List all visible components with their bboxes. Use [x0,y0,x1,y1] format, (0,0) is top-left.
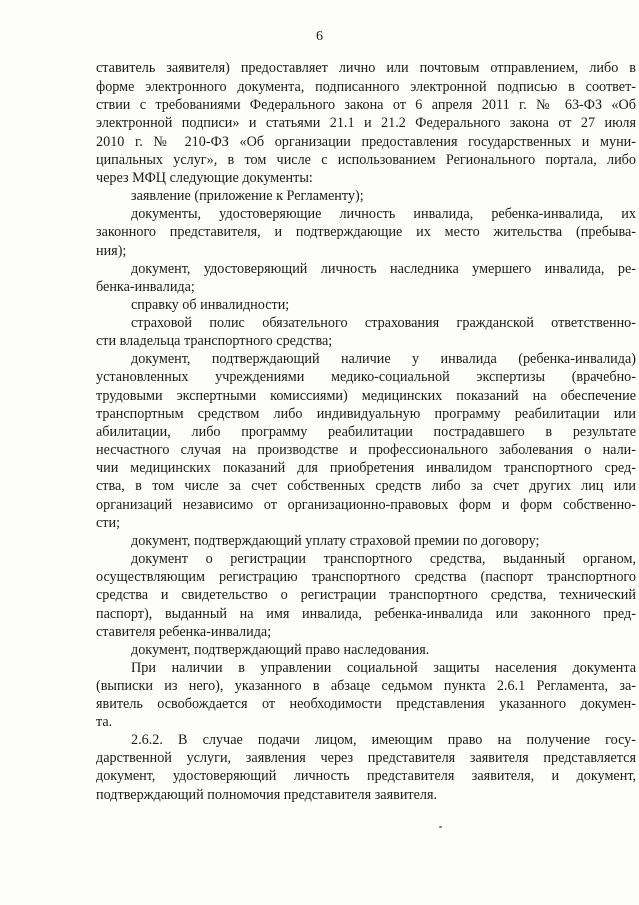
text-line: документы, удостоверяющие личность инвалида, ребенка-инвалида, их [131,206,636,222]
text-line: сти; [96,515,121,531]
text-line: несчастного случая на производстве и профессионального заболевания о нали- [96,442,636,458]
text-line: ципальных услуг», в том числе с использованием Регионального портала, либо [96,152,636,168]
text-line: 2010 г. № 210-ФЗ «Об организации предоставления государственных и муни- [96,134,636,150]
text-line: подтверждающий полномочия представителя заявителя. [96,787,438,803]
text-line: осуществляющим регистрацию транспортного средства (паспорт транспортного [96,569,636,585]
text-line: справку об инвалидности; [131,297,290,313]
text-line: ния); [96,243,127,259]
text-line: ства, в том числе за счет собственных средств либо за счет других лиц или [96,478,636,494]
text-line: трудовыми экспертными комиссиями) медицинских показаний на обеспечение [96,388,636,404]
text-line: бенка-инвалида; [96,279,195,295]
text-line: транспортным средством либо индивидуальную программу реабилитации или [96,406,636,422]
text-line: средства и свидетельство о регистрации транспортного средства, технический [96,587,636,603]
text-line: электронной подписи» и статьями 21.1 и 21.2 Федерального закона от 27 июля [96,115,636,131]
scan-speck [439,826,442,828]
text-line: та. [96,714,113,730]
text-line: документ, подтверждающий право наследования. [131,642,430,658]
text-line: документ о регистрации транспортного средства, выданный органом, [131,551,636,567]
page-number: 6 [316,29,323,44]
text-line: (выписки из него), указанного в абзаце седьмом пункта 2.6.1 Регламента, за- [96,678,636,694]
text-line: ствии с требованиями Федерального закона от 6 апреля 2011 г. № 63-ФЗ «Об [96,97,636,113]
text-line: установленных учреждениями медико-социальной экспертизы (врачебно- [96,369,636,385]
text-line: документ, подтверждающий уплату страховой премии по договору; [131,533,540,549]
text-line: При наличии в управлении социальной защиты населения документа [131,660,636,676]
text-line: сти владельца транспортного средства; [96,333,333,349]
text-line: явитель освобождается от необходимости представления указанного докумен- [96,696,636,712]
text-line: дарственной услуги, заявления через представителя заявителя представляется [96,750,636,766]
text-line: 2.6.2. В случае подачи лицом, имеющим право на получение госу- [131,732,636,748]
text-line: законного представителя, и подтверждающие их место жительства (пребыва- [96,224,636,240]
text-line: страховой полис обязательного страхования гражданской ответственно- [131,315,636,331]
text-line: документ, удостоверяющий личность наследника умершего инвалида, ре- [131,261,636,277]
text-line: ставителя ребенка-инвалида; [96,624,272,640]
text-line: форме электронного документа, подписанного электронной подписью в соответ- [96,79,636,95]
text-line: через МФЦ следующие документы: [96,170,313,186]
text-line: заявление (приложение к Регламенту); [131,188,364,204]
text-line: паспорт), выданный на имя инвалида, ребенка-инвалида или законного пред- [96,606,636,622]
text-line: ставитель заявителя) предоставляет лично или почтовым отправлением, либо в [96,60,636,76]
text-line: организаций независимо от организационно-правовых форм и форм собственно- [96,497,636,513]
text-line: документ, удостоверяющий личность представителя заявителя, и документ, [96,768,636,784]
text-line: чии медицинских показаний для приобретения инвалидом транспортного сред- [96,460,636,476]
text-line: документ, подтверждающий наличие у инвалида (ребенка-инвалида) [131,351,636,367]
text-line: абилитации, либо программу реабилитации пострадавшего в результате [96,424,636,440]
